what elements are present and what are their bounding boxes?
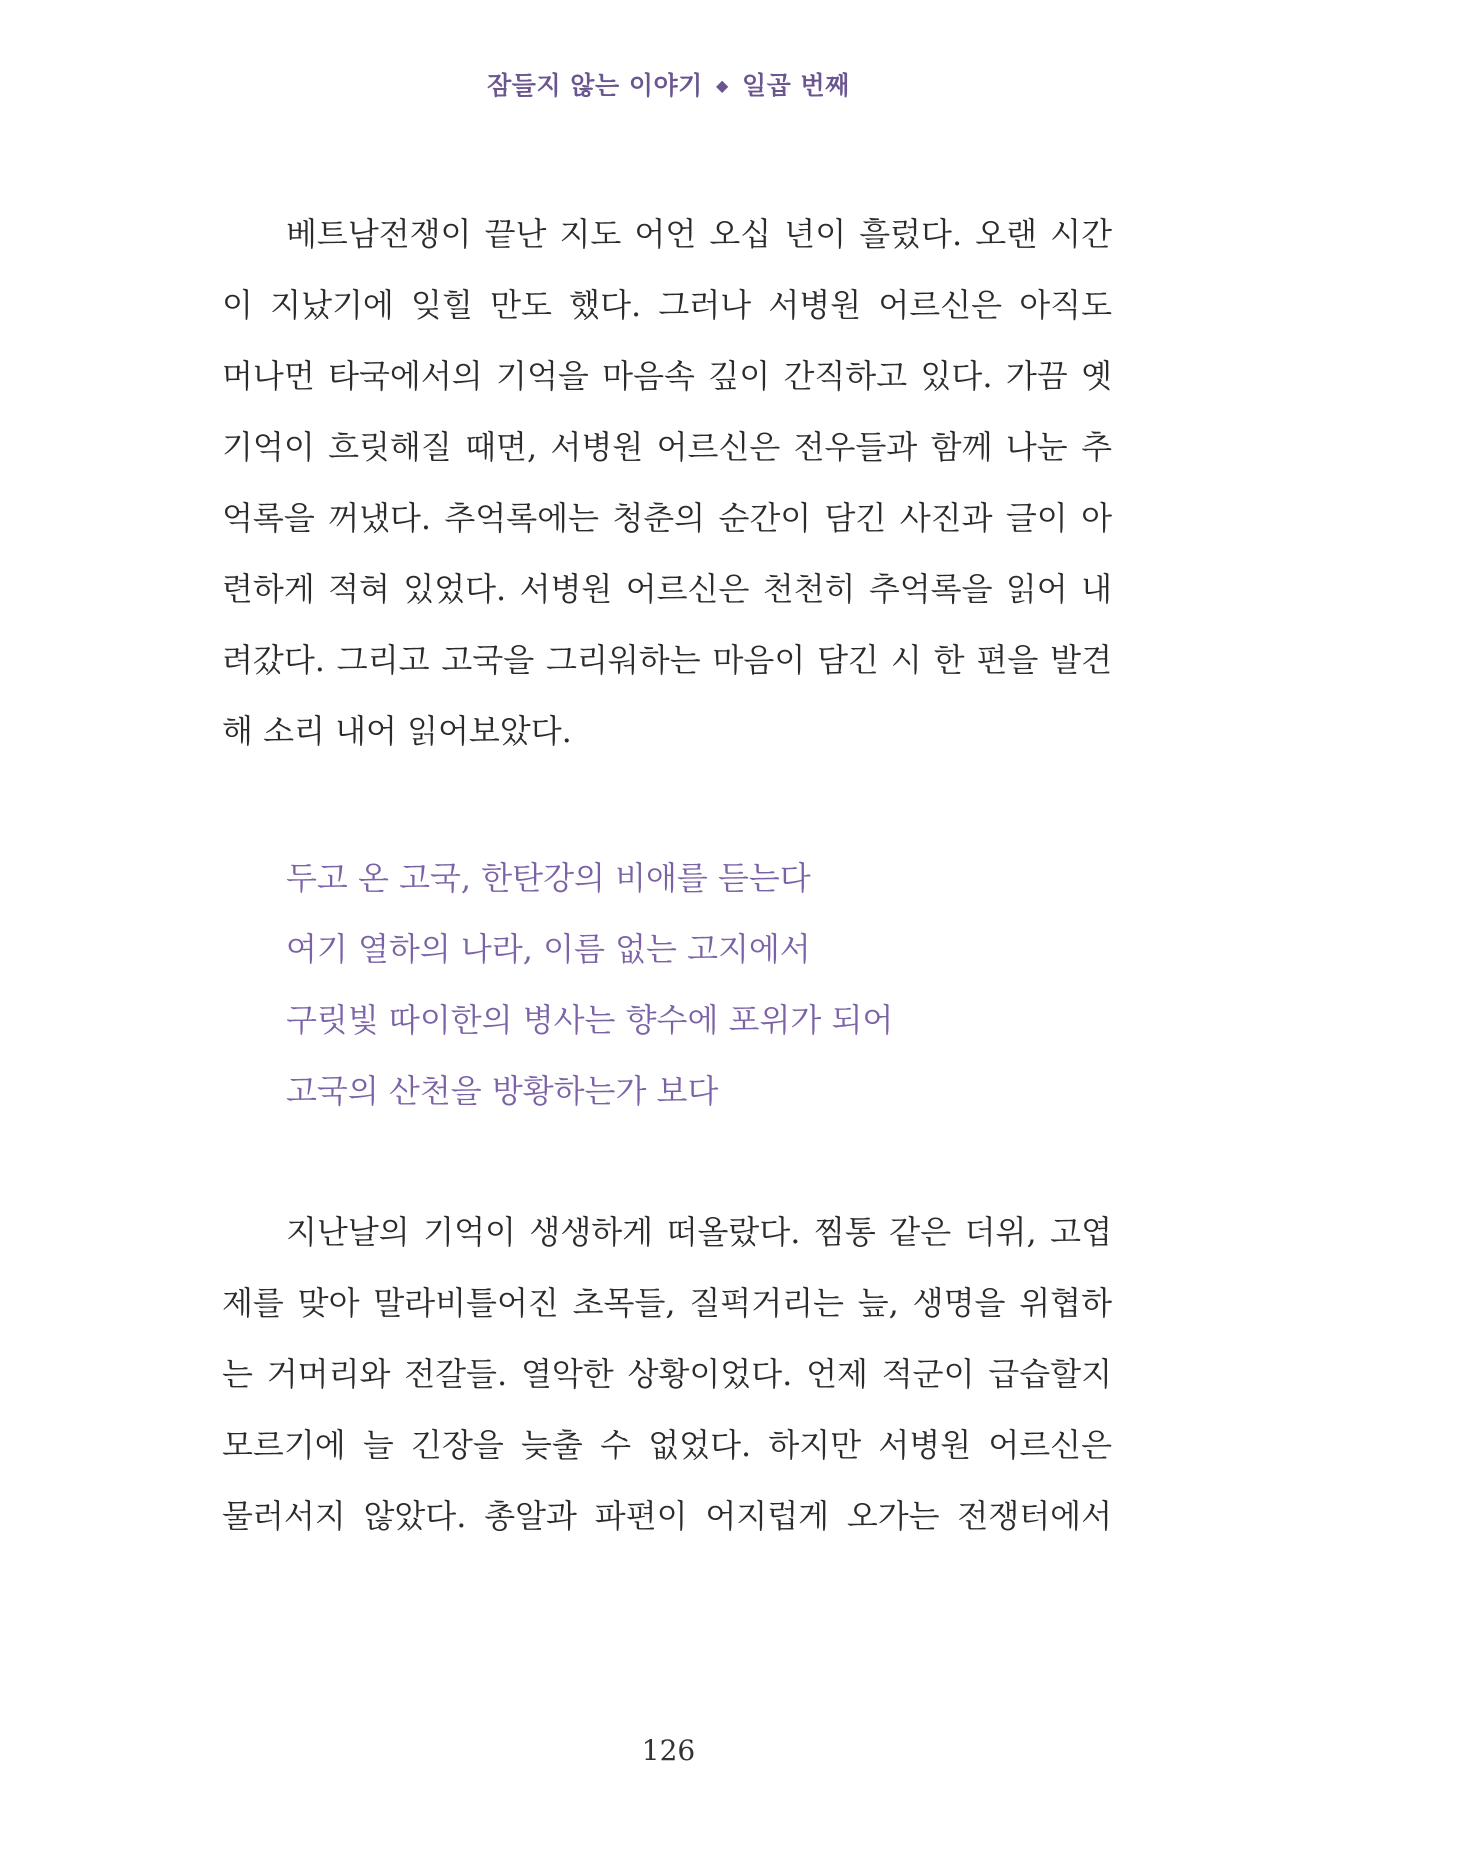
paragraph-line: 물러서지 않았다. 총알과 파편이 어지럽게 오가는 전쟁터에서 bbox=[222, 1497, 1112, 1535]
paragraph-line: 제를 맞아 말라비틀어진 초목들, 질퍽거리는 늪, 생명을 위협하 bbox=[222, 1284, 1112, 1322]
poem-line: 여기 열하의 나라, 이름 없는 고지에서 bbox=[286, 930, 811, 968]
paragraph-line: 이 지났기에 잊힐 만도 했다. 그러나 서병원 어르신은 아직도 bbox=[222, 286, 1112, 324]
header-book-title: 잠들지 않는 이야기 bbox=[487, 71, 703, 100]
paragraph-line: 려갔다. 그리고 고국을 그리워하는 마음이 담긴 시 한 편을 발견 bbox=[222, 641, 1112, 679]
paragraph-line: 지난날의 기억이 생생하게 떠올랐다. 찜통 같은 더위, 고엽 bbox=[286, 1213, 1112, 1251]
paragraph-line: 해 소리 내어 읽어보았다. bbox=[222, 712, 572, 750]
header-chapter-title: 일곱 번째 bbox=[742, 71, 850, 100]
paragraph-line: 베트남전쟁이 끝난 지도 어언 오십 년이 흘렀다. 오랜 시간 bbox=[286, 215, 1112, 253]
running-header bbox=[0, 66, 1337, 102]
poem-line: 두고 온 고국, 한탄강의 비애를 듣는다 bbox=[286, 859, 811, 897]
paragraph-2 bbox=[222, 1197, 1112, 1552]
paragraph-line: 억록을 꺼냈다. 추억록에는 청춘의 순간이 담긴 사진과 글이 아 bbox=[222, 499, 1112, 537]
paragraph-line: 머나먼 타국에서의 기억을 마음속 깊이 간직하고 있다. 가끔 옛 bbox=[222, 357, 1112, 395]
paragraph-line: 는 거머리와 전갈들. 열악한 상황이었다. 언제 적군이 급습할지 bbox=[222, 1355, 1112, 1393]
poem-quote bbox=[286, 843, 1086, 1127]
paragraph-1 bbox=[222, 199, 1112, 767]
paragraph-line: 기억이 흐릿해질 때면, 서병원 어르신은 전우들과 함께 나눈 추 bbox=[222, 428, 1112, 466]
poem-line: 고국의 산천을 방황하는가 보다 bbox=[286, 1072, 719, 1110]
page-number: 126 bbox=[641, 1734, 696, 1767]
paragraph-line: 련하게 적혀 있었다. 서병원 어르신은 천천히 추억록을 읽어 내 bbox=[222, 570, 1112, 608]
poem-line: 구릿빛 따이한의 병사는 향수에 포위가 되어 bbox=[286, 1001, 894, 1039]
diamond-separator-icon: ◆ bbox=[715, 76, 729, 95]
paragraph-line: 모르기에 늘 긴장을 늦출 수 없었다. 하지만 서병원 어르신은 bbox=[222, 1426, 1112, 1464]
